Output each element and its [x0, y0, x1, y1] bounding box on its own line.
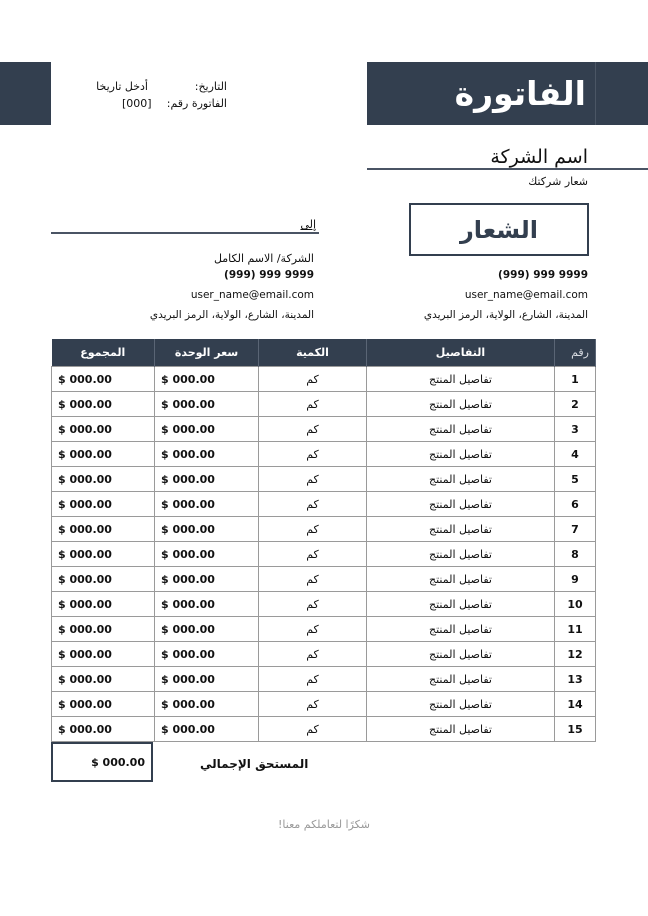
row-quantity[interactable]: كم: [259, 417, 367, 442]
row-unit-price[interactable]: $ 000.00: [155, 592, 259, 617]
row-total[interactable]: $ 000.00: [52, 567, 155, 592]
row-total[interactable]: $ 000.00: [52, 442, 155, 467]
row-number: 2: [555, 392, 596, 417]
row-unit-price[interactable]: $ 000.00: [155, 667, 259, 692]
invoice-title: الفاتورة: [454, 74, 586, 113]
row-total[interactable]: $ 000.00: [52, 367, 155, 392]
header-unit-price: سعر الوحدة: [155, 339, 259, 367]
row-unit-price[interactable]: $ 000.00: [155, 692, 259, 717]
row-unit-price[interactable]: $ 000.00: [155, 392, 259, 417]
bill-to-name[interactable]: الشركة/ الاسم الكامل: [213, 252, 314, 265]
row-quantity[interactable]: كم: [259, 692, 367, 717]
header-left-bar: [0, 62, 51, 125]
row-number: 5: [555, 467, 596, 492]
row-total[interactable]: $ 000.00: [52, 592, 155, 617]
row-unit-price[interactable]: $ 000.00: [155, 517, 259, 542]
row-quantity[interactable]: كم: [259, 517, 367, 542]
table-row: [52, 367, 596, 392]
grand-total-value: $ 000.00: [91, 755, 145, 769]
company-address: المدينة، الشارع، الولاية، الرمز البريدي: [423, 309, 588, 321]
company-phone: (999) 999 9999: [498, 269, 588, 281]
header-details: التفاصيل: [367, 339, 555, 367]
row-details[interactable]: تفاصيل المنتج: [367, 442, 555, 467]
row-number: 14: [555, 692, 596, 717]
row-number: 4: [555, 442, 596, 467]
row-quantity[interactable]: كم: [259, 367, 367, 392]
bill-to-divider: [51, 232, 319, 234]
row-details[interactable]: تفاصيل المنتج: [367, 717, 555, 742]
row-quantity[interactable]: كم: [259, 667, 367, 692]
row-total[interactable]: $ 000.00: [52, 717, 155, 742]
row-total[interactable]: $ 000.00: [52, 467, 155, 492]
row-details[interactable]: تفاصيل المنتج: [367, 467, 555, 492]
row-number: 8: [555, 542, 596, 567]
table-row: [52, 417, 596, 442]
header-quantity: الكمية: [259, 339, 367, 367]
row-quantity[interactable]: كم: [259, 592, 367, 617]
row-unit-price[interactable]: $ 000.00: [155, 717, 259, 742]
row-details[interactable]: تفاصيل المنتج: [367, 417, 555, 442]
row-total[interactable]: $ 000.00: [52, 392, 155, 417]
row-unit-price[interactable]: $ 000.00: [155, 542, 259, 567]
row-number: 13: [555, 667, 596, 692]
row-quantity[interactable]: كم: [259, 542, 367, 567]
title-bar-extension: [595, 62, 648, 125]
table-row: [52, 617, 596, 642]
row-details[interactable]: تفاصيل المنتج: [367, 567, 555, 592]
row-details[interactable]: تفاصيل المنتج: [367, 617, 555, 642]
row-unit-price[interactable]: $ 000.00: [155, 617, 259, 642]
table-row: [52, 667, 596, 692]
row-number: 12: [555, 642, 596, 667]
bill-to-phone: (999) 999 9999: [224, 269, 314, 281]
row-details[interactable]: تفاصيل المنتج: [367, 492, 555, 517]
company-slogan[interactable]: شعار شركتك: [528, 175, 588, 188]
row-unit-price[interactable]: $ 000.00: [155, 442, 259, 467]
table-row: [52, 717, 596, 742]
row-number: 15: [555, 717, 596, 742]
row-quantity[interactable]: كم: [259, 392, 367, 417]
date-label: التاريخ:: [194, 80, 227, 93]
row-number: 1: [555, 367, 596, 392]
table-row: [52, 442, 596, 467]
row-unit-price[interactable]: $ 000.00: [155, 642, 259, 667]
company-divider: [367, 168, 648, 170]
row-details[interactable]: تفاصيل المنتج: [367, 367, 555, 392]
thank-you-note: شكرًا لتعاملكم معنا!: [278, 818, 370, 831]
table-row: [52, 392, 596, 417]
row-total[interactable]: $ 000.00: [52, 667, 155, 692]
table-row: [52, 592, 596, 617]
row-number: 6: [555, 492, 596, 517]
logo-placeholder[interactable]: [409, 203, 589, 256]
row-quantity[interactable]: كم: [259, 467, 367, 492]
bill-to-address: المدينة، الشارع، الولاية، الرمز البريدي: [149, 309, 314, 321]
row-quantity[interactable]: كم: [259, 567, 367, 592]
row-quantity[interactable]: كم: [259, 442, 367, 467]
row-number: 9: [555, 567, 596, 592]
row-quantity[interactable]: كم: [259, 617, 367, 642]
row-unit-price[interactable]: $ 000.00: [155, 367, 259, 392]
row-unit-price[interactable]: $ 000.00: [155, 467, 259, 492]
table-row: [52, 542, 596, 567]
row-quantity[interactable]: كم: [259, 717, 367, 742]
row-details[interactable]: تفاصيل المنتج: [367, 592, 555, 617]
row-details[interactable]: تفاصيل المنتج: [367, 667, 555, 692]
row-unit-price[interactable]: $ 000.00: [155, 492, 259, 517]
row-quantity[interactable]: كم: [259, 492, 367, 517]
row-details[interactable]: تفاصيل المنتج: [367, 542, 555, 567]
table-row: [52, 692, 596, 717]
company-name[interactable]: اسم الشركة: [490, 146, 588, 168]
line-items-table: [51, 339, 596, 742]
row-details[interactable]: تفاصيل المنتج: [367, 642, 555, 667]
row-details[interactable]: تفاصيل المنتج: [367, 517, 555, 542]
row-unit-price[interactable]: $ 000.00: [155, 417, 259, 442]
row-details[interactable]: تفاصيل المنتج: [367, 692, 555, 717]
row-unit-price[interactable]: $ 000.00: [155, 567, 259, 592]
invoice-number-value[interactable]: [000]: [122, 97, 152, 110]
table-row: [52, 467, 596, 492]
date-value[interactable]: أدخل تاريخا: [96, 80, 148, 93]
bill-to-label: إلى: [300, 218, 316, 231]
row-number: 3: [555, 417, 596, 442]
row-total[interactable]: $ 000.00: [52, 517, 155, 542]
table-row: [52, 567, 596, 592]
logo-text: الشعار: [459, 215, 539, 244]
grand-total-label: المستحق الإجمالي: [200, 757, 309, 771]
row-number: 11: [555, 617, 596, 642]
table-row: [52, 517, 596, 542]
header-number: رقم: [555, 339, 596, 367]
grand-total-box: [51, 742, 153, 782]
row-total[interactable]: $ 000.00: [52, 617, 155, 642]
row-total[interactable]: $ 000.00: [52, 642, 155, 667]
row-total[interactable]: $ 000.00: [52, 492, 155, 517]
row-details[interactable]: تفاصيل المنتج: [367, 392, 555, 417]
table-row: [52, 492, 596, 517]
table-row: [52, 642, 596, 667]
company-email: user_name@email.com: [464, 289, 588, 301]
row-number: 10: [555, 592, 596, 617]
row-total[interactable]: $ 000.00: [52, 542, 155, 567]
row-number: 7: [555, 517, 596, 542]
row-total[interactable]: $ 000.00: [52, 692, 155, 717]
table-header: [52, 339, 596, 367]
row-total[interactable]: $ 000.00: [52, 417, 155, 442]
header-total: المجموع: [52, 339, 155, 367]
bill-to-email: user_name@email.com: [190, 289, 314, 301]
invoice-number-label: الفاتورة رقم:: [166, 97, 227, 110]
row-quantity[interactable]: كم: [259, 642, 367, 667]
